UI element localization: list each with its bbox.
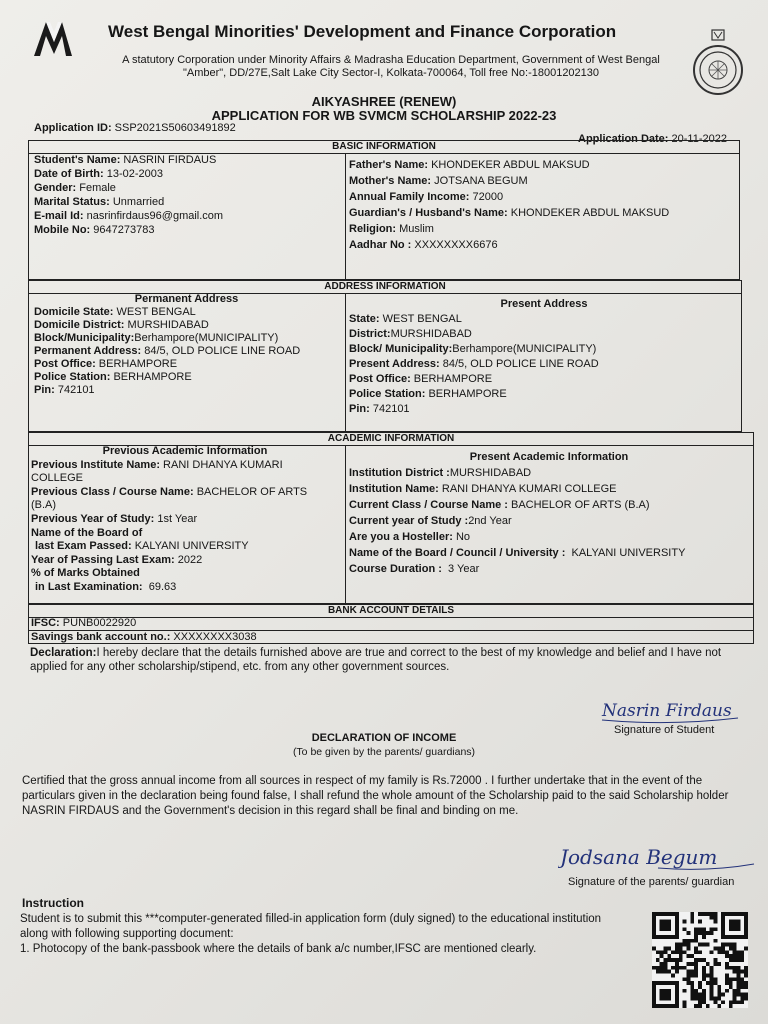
academic-information-heading: ACADEMIC INFORMATION <box>29 433 753 446</box>
guardian-signature-label: Signature of the parents/ guardian <box>568 876 735 888</box>
org-subline-1: A statutory Corporation under Minority Affairs & Madrasha Education Department, Government of West Bengal <box>122 54 660 66</box>
income-declaration-subtitle: (To be given by the parents/ guardians) <box>292 746 476 758</box>
field-prev-institute: Previous Institute Name: RANI DHANYA KUMARI <box>31 458 283 471</box>
field-state: State: WEST BENGAL <box>349 313 462 325</box>
form-title: APPLICATION FOR WB SVMCM SCHOLARSHIP 2022-23 <box>211 108 557 123</box>
guardian-signature <box>558 840 758 874</box>
permanent-address-column <box>34 293 339 397</box>
income-certificate-text: Certified that the gross annual income from all sources in respect of my family is Rs.72000 . I further undertake that in the event of the particulars given in the declaration being found false, I shall refund the whole amount of the Scholarship paid to the said Scholarship holder NASRIN FIRDAUS and the Government's decision in this regard shall be final and binding on me. <box>22 775 729 817</box>
field-account-number: Savings bank account no.: XXXXXXXX3038 <box>31 631 257 643</box>
instruction-line-1: Student is to submit this ***computer-generated filled-in application form (duly signed) to the educational institution along with following supporting document: <box>20 913 602 940</box>
field-prev-course: Previous Class / Course Name: BACHELOR OF ARTS <box>31 485 308 498</box>
basic-information-heading: BASIC INFORMATION <box>29 141 739 154</box>
field-gender: Gender: Female <box>34 182 116 194</box>
qr-code <box>652 912 748 1008</box>
field-marks-obtained: in Last Examination: 69.63 <box>35 580 177 593</box>
basic-left-column <box>34 153 223 237</box>
declaration-text: I hereby declare that the details furnished above are true and correct to the best of my knowledge and belief and I have not applied for any other scholarship/stipend, etc. from any other government sources. <box>30 647 722 673</box>
previous-academic-heading: Previous Academic Information <box>102 445 268 457</box>
basic-right-column <box>349 157 669 253</box>
app-date-value: 20-11-2022 <box>671 133 727 145</box>
field-pres-post-office: Post Office: BERHAMPORE <box>349 373 493 385</box>
field-board-label: Name of the Board of <box>31 526 143 539</box>
field-institution-name: Institution Name: RANI DHANYA KUMARI COLLEGE <box>349 483 617 495</box>
field-hosteller: Are you a Hosteller: No <box>349 531 471 543</box>
field-present-address: Present Address: 84/5, OLD POLICE LINE ROAD <box>349 358 599 370</box>
field-domicile-state: Domicile State: WEST BENGAL <box>34 306 196 318</box>
address-information-section <box>28 280 742 432</box>
field-religion: Religion: Muslim <box>349 223 434 235</box>
permanent-address-heading: Permanent Address <box>134 293 239 305</box>
academic-information-section <box>28 432 754 604</box>
field-mobile: Mobile No: 9647273783 <box>34 224 155 236</box>
field-district: District:MURSHIDABAD <box>349 328 472 340</box>
field-marks-label: % of Marks Obtained <box>31 567 140 580</box>
field-father-name: Father's Name: KHONDEKER ABDUL MAKSUD <box>349 159 590 171</box>
field-institution-district: Institution District :MURSHIDABAD <box>349 467 532 479</box>
field-email: E-mail Id: nasrinfirdaus96@gmail.com <box>34 210 224 222</box>
field-year-of-passing: Year of Passing Last Exam: 2022 <box>31 553 203 566</box>
field-perm-police-station: Police Station: BERHAMPORE <box>34 371 192 383</box>
field-university: Name of the Board / Council / University : KALYANI UNIVERSITY <box>349 547 686 559</box>
field-prev-institute-cont: COLLEGE <box>31 472 83 485</box>
previous-academic-column <box>31 445 339 595</box>
field-current-course: Current Class / Course Name : BACHELOR OF ARTS (B.A) <box>349 499 650 511</box>
present-academic-column <box>349 449 749 577</box>
organization-name: West Bengal Minorities' Development and Finance Corporation <box>108 22 617 41</box>
field-domicile-district: Domicile District: MURSHIDABAD <box>34 319 209 331</box>
declaration-paragraph <box>30 646 760 674</box>
field-mother-name: Mother's Name: JOTSANA BEGUM <box>349 175 528 187</box>
field-last-exam-board: last Exam Passed: KALYANI UNIVERSITY <box>35 540 249 553</box>
bank-account-heading: BANK ACCOUNT DETAILS <box>29 605 753 618</box>
field-pres-block: Block/ Municipality:Berhampore(MUNICIPALITY) <box>349 343 597 355</box>
instruction-text <box>20 912 630 957</box>
wbmdfc-logo <box>32 18 74 58</box>
app-date-label: Application Date: <box>578 133 669 145</box>
student-signature <box>600 696 740 726</box>
field-date-of-birth: Date of Birth: 13-02-2003 <box>34 168 164 180</box>
svg-text:Nasrin Firdaus: Nasrin Firdaus <box>602 701 732 721</box>
field-ifsc: IFSC: PUNB0022920 <box>29 617 753 631</box>
field-course-duration: Course Duration : 3 Year <box>349 563 480 575</box>
income-declaration-title: DECLARATION OF INCOME <box>311 732 457 744</box>
field-perm-pin: Pin: 742101 <box>34 384 95 396</box>
address-information-heading: ADDRESS INFORMATION <box>29 281 741 294</box>
field-aadhar: Aadhar No : XXXXXXXX6676 <box>349 239 498 251</box>
present-address-heading: Present Address <box>500 298 588 310</box>
field-permanent-address: Permanent Address: 84/5, OLD POLICE LINE ROAD <box>34 345 301 357</box>
instruction-line-2: 1. Photocopy of the bank-passbook where the details of bank a/c number,IFSC are mentioned clearly. <box>20 943 537 955</box>
organization-address <box>96 54 686 80</box>
field-pres-pin: Pin: 742101 <box>349 403 410 415</box>
app-id-value: SSP2021S50603491892 <box>114 122 236 134</box>
instruction-title: Instruction <box>22 896 84 910</box>
basic-information-section <box>28 140 740 280</box>
field-annual-income: Annual Family Income: 72000 <box>349 191 504 203</box>
field-prev-year: Previous Year of Study: 1st Year <box>31 512 198 525</box>
scheme-title: AIKYASHREE (RENEW) <box>311 94 457 109</box>
field-prev-course-cont: (B.A) <box>31 499 57 512</box>
bank-account-section <box>28 604 754 644</box>
present-address-column <box>349 297 739 417</box>
org-subline-2: "Amber", DD/27E,Salt Lake City Sector-I, Kolkata-700064, Toll free No:-18001202130 <box>182 67 600 79</box>
field-marital-status: Marital Status: Unmarried <box>34 196 165 208</box>
student-signature-label: Signature of Student <box>614 724 715 736</box>
declaration-label: Declaration: <box>30 647 97 659</box>
application-id <box>34 122 236 134</box>
field-current-year: Current year of Study :2nd Year <box>349 515 512 527</box>
field-student-name: Student's Name: NASRIN FIRDAUS <box>34 154 217 166</box>
field-perm-post-office: Post Office: BERHAMPORE <box>34 358 178 370</box>
svg-text:Jodsana Begum: Jodsana Begum <box>560 845 718 869</box>
field-guardian-name: Guardian's / Husband's Name: KHONDEKER ABDUL MAKSUD <box>349 207 670 219</box>
present-academic-heading: Present Academic Information <box>469 451 629 463</box>
state-emblem-seal <box>690 28 746 96</box>
field-pres-police-station: Police Station: BERHAMPORE <box>349 388 507 400</box>
field-perm-block: Block/Municipality:Berhampore(MUNICIPALITY) <box>34 332 279 344</box>
app-id-label: Application ID: <box>34 122 112 134</box>
